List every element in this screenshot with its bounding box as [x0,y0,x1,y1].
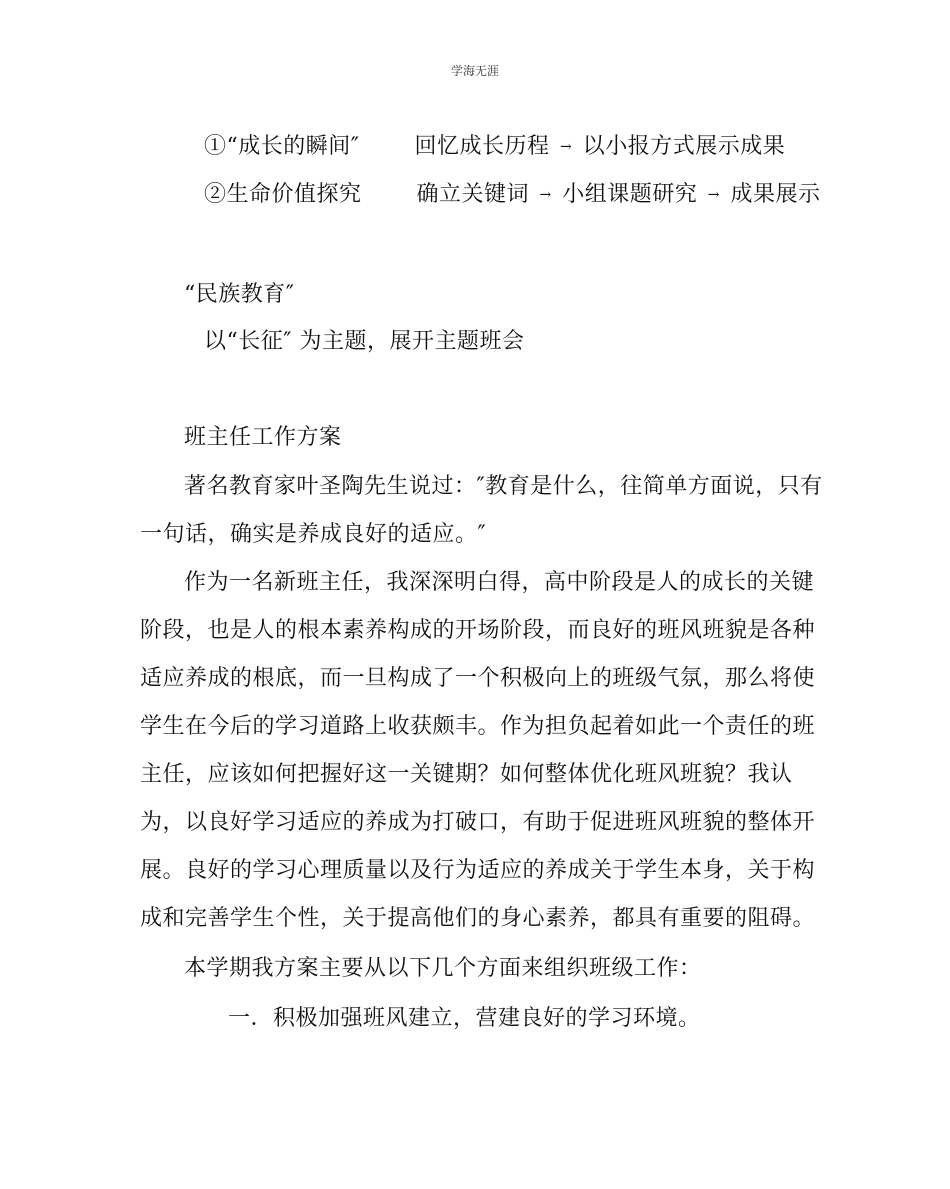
step-2-flow-3: 成果展示 [730,182,821,207]
plan-title: 班主任工作方案 [184,425,342,450]
arrow-icon: → [559,139,573,155]
arrow-icon: → [539,187,552,203]
paragraph-line: 成和完善学生个性，关于提高他们的身心素养，都具有重要的阻碍。 [140,906,816,931]
step-1-flow-2: 以小报方式展示成果 [582,134,786,159]
paragraph-line: 为，以良好学习适应的养成为打破口，有助于促进班风班貌的整体开 [140,810,816,835]
page-header: 学海无涯 [450,64,499,78]
step-1 [204,132,785,162]
step-2-flow-2: 小组课题研究 [562,182,698,207]
paragraph-line: 本学期我方案主要从以下几个方面来组织班级工作： [184,956,702,981]
paragraph-line: 著名教育家叶圣陶先生说过：″教育是什么，往简单方面说，只有 [184,474,823,499]
paragraph-line: 主任，应该如何把握好这一关键期？如何整体优化班风班貌？我认 [140,762,793,787]
paragraph-line: 阶段，也是人的根本素养构成的开场阶段，而良好的班风班貌是各种 [140,618,816,643]
section-heading-1: 一．积极加强班风建立，营建良好的学习环境。 [228,1006,701,1031]
paragraph-line: 作为一名新班主任，我深深明白得，高中阶段是人的成长的关键 [184,570,815,595]
paragraph-line: 适应养成的根底，而一旦构成了一个积极向上的班级气氛，那么将使 [140,666,816,691]
step-2-flow-1: 确立关键词 [416,182,530,207]
step-2 [204,180,821,210]
step-2-label: ②生命价值探究 [204,182,362,207]
step-1-label: ①“成长的瞬间″ [204,134,360,159]
national-education-text: 以“长征″ 为主题，展开主题班会 [204,329,525,354]
paragraph-line: 展。良好的学习心理质量以及行为适应的养成关于学生本身，关于构 [140,858,816,883]
national-education-title: “民族教育″ [184,282,295,307]
step-1-flow-1: 回忆成长历程 [414,134,550,159]
paragraph-line: 学生在今后的学习道路上收获颇丰。作为担负起着如此一个责任的班 [140,714,816,739]
arrow-icon: → [707,187,721,203]
paragraph-line: 一句话，确实是养成良好的适应。″ [140,522,487,547]
